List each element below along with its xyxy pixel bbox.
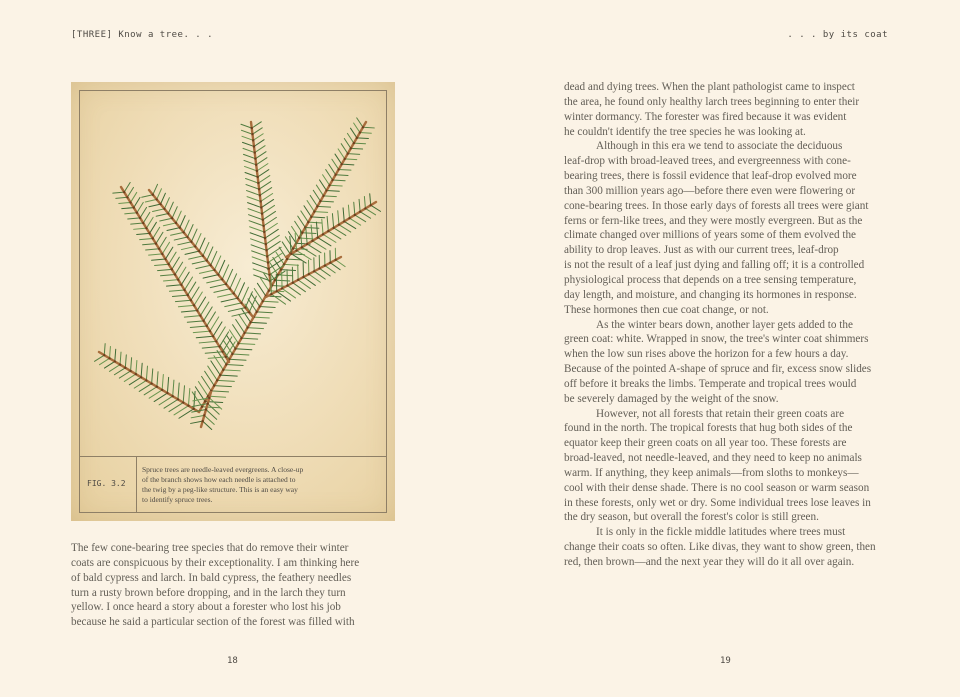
text-line: warm. If anything, they keep animals—from sloths to monkeys— (564, 466, 859, 479)
figure-label: FIG. 3.2 (87, 479, 126, 488)
text-line: found in the north. The tropical forests that hug both sides of the (564, 422, 853, 435)
caption-divider (136, 457, 137, 513)
text-line: of bald cypress and larch. In bald cypress, the feathery needles (71, 571, 352, 584)
text-line: Although in this era we tend to associate the deciduous (596, 140, 843, 153)
caption-line: Spruce trees are needle-leaved evergreens. A close-up (142, 465, 304, 474)
caption-line: of the branch shows how each needle is attached to (142, 475, 296, 484)
text-line: because he said a particular section of the forest was filled with (71, 616, 355, 629)
text-line: be severely damaged by the weight of the snow. (564, 392, 779, 405)
text-line: change their coats so often. Like divas, they want to show green, then (564, 541, 876, 554)
text-line: physiological process that depends on a tree sensing temperature, (564, 273, 857, 286)
text-line: It is only in the fickle middle latitudes where trees must (596, 526, 846, 539)
text-line: ability to drop leaves. Just as with our current trees, leaf-drop (564, 244, 839, 257)
text-line: Because of the pointed A-shape of spruce and fir, excess snow slides (564, 363, 872, 376)
text-line: climate changed over millions of years some of them evolved the (564, 229, 857, 242)
figure-caption-box (79, 456, 387, 513)
text-line: ferns or fern-like trees, and they were mostly evergreen. But as the (564, 214, 863, 227)
text-line: yellow. I once heard a story about a forester who lost his job (71, 601, 341, 614)
text-line: turn a rusty brown before dropping, and in the larch they turn (71, 586, 346, 599)
text-line: leaf-drop with broad-leaved trees, and evergreenness with cone- (564, 155, 851, 168)
text-line: is not the result of a leaf just dying and falling off; it is a controlled (564, 259, 865, 272)
text-line: off before it breaks the limbs. Temperate and tropical trees would (564, 377, 857, 390)
text-line: red, then brown—and the next year they will do it all over again. (564, 556, 855, 568)
page-number-right: 19 (720, 656, 731, 666)
figure-spruce-branch (71, 82, 395, 521)
text-line: the area, he found only healthy larch trees beginning to enter their (564, 95, 860, 108)
text-line: bearing trees, there is fossil evidence that leaf-drop evolved more (564, 170, 857, 183)
text-line: equator keep their green coats on all year too. These forests are (564, 437, 847, 450)
text-line: in these forests, only wet or dry. Some individual trees lose leaves in (564, 496, 871, 509)
text-line: green coat: white. Wrapped in snow, the tree's winter coat shimmers (564, 333, 869, 346)
page-number-left: 18 (227, 656, 238, 666)
text-line: coats are conspicuous by their exceptionality. I am thinking here (71, 556, 360, 569)
text-line: cone-bearing trees. In those early days of forests all trees were giant (564, 199, 869, 212)
running-head-right: . . . by its coat (787, 30, 888, 40)
caption-line: the twig by a peg-like structure. This is an easy way (142, 485, 298, 494)
text-line: he couldn't identify the tree species he was looking at. (564, 125, 806, 138)
text-line: the dry season, but overall the forest's color is still green. (564, 511, 819, 524)
running-head-left: [THREE] Know a tree. . . (71, 30, 214, 40)
figure-frame (79, 90, 387, 513)
left-page-text (71, 541, 396, 630)
text-line: broad-leaved, not needle-leaved, and they need to keep no animals (564, 452, 862, 465)
text-line: However, not all forests that retain their green coats are (596, 407, 845, 420)
text-line: cool with their dense shade. There is no cool season or warm season (564, 481, 870, 494)
text-line: winter dormancy. The forester was fired because it was evident (564, 110, 847, 123)
text-line: than 300 million years ago—before there even were flowering or (564, 184, 856, 197)
right-page-text (564, 80, 890, 570)
text-line: dead and dying trees. When the plant pathologist came to inspect (564, 81, 855, 93)
text-line: when the low sun rises above the horizon for a few hours a day. (564, 348, 849, 361)
text-line: These hormones then cue coat change, or not. (564, 303, 769, 316)
text-line: As the winter bears down, another layer gets added to the (596, 318, 853, 331)
text-line: day length, and moisture, and changing its hormones in response. (564, 288, 857, 301)
figure-caption (142, 465, 342, 505)
text-line: The few cone-bearing tree species that do remove their winter (71, 542, 349, 554)
caption-line: to identify spruce trees. (142, 495, 213, 504)
